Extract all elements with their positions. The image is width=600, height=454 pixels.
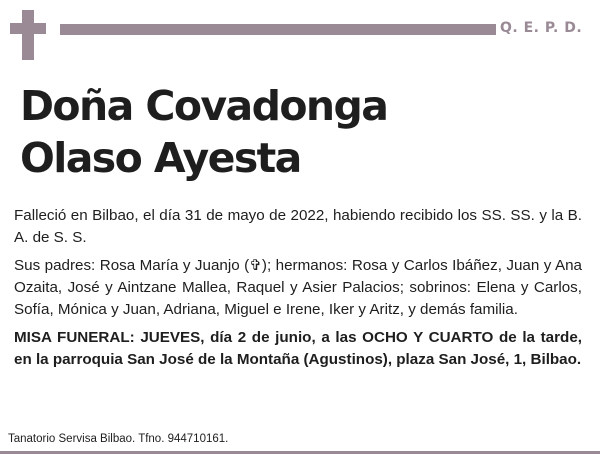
- funeral-paragraph: MISA FUNERAL: JUEVES, día 2 de junio, a las OCHO Y CUARTO de la tarde, en la parroquia San José de la Montaña (Agustinos), plaza San José, 1, Bilbao.: [14, 329, 582, 368]
- header-divider-bar: [60, 24, 496, 35]
- family-paragraph: Sus padres: Rosa María y Juanjo (✞); hermanos: Rosa y Carlos Ibáñez, Juan y Ana Ozaita, José y Aintzane Mallea, Raquel y Asier Palacios; sobrinos: Elena y Carlos, Sofía, Mónica y Juan, Adriana, Miguel e Irene, Iker y Aritz, y demás familia.: [14, 257, 582, 318]
- qepd-label: Q. E. P. D.: [500, 20, 583, 36]
- obituary-body: [14, 205, 582, 377]
- deceased-name: [20, 80, 580, 184]
- deceased-name-line-1: Doña Covadonga: [20, 82, 388, 130]
- deceased-name-line-2: Olaso Ayesta: [20, 134, 301, 182]
- funeral-home-footer: Tanatorio Servisa Bilbao. Tfno. 944710161.: [8, 433, 229, 445]
- latin-cross-icon: [0, 0, 60, 60]
- death-notice-paragraph: Falleció en Bilbao, el día 31 de mayo de 2022, habiendo recibido los SS. SS. y la B. A. de S. S.: [14, 207, 582, 246]
- cross-horizontal-bar: [10, 23, 46, 34]
- cross-vertical-bar: [22, 10, 34, 60]
